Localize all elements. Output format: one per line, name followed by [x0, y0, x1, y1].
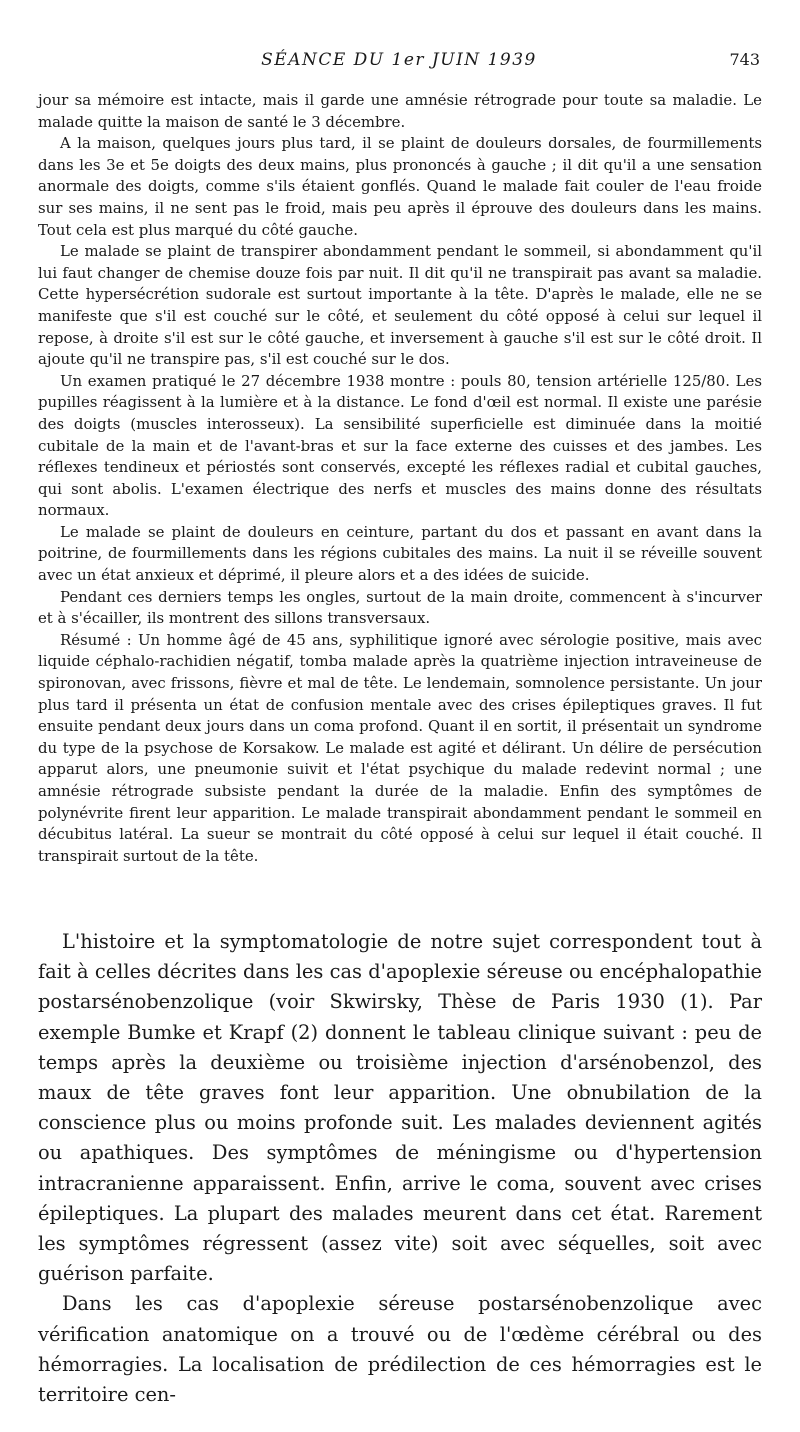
discussion-section [38, 927, 762, 1410]
paragraph-summary: Résumé : Un homme âgé de 45 ans, syphilitique ignoré avec sérologie positive, mais avec liquide céphalo-rachidien négatif, tomba malade après la quatrième injection intraveineuse de spironovan, avec frissons, fièvre et mal de tête. Le lendemain, somnolence persistante. Un jour plus tard il présenta un état de confusion mentale avec des crises épileptiques graves. Il fut ensuite pendant deux jours dans un coma profond. Quant il en sortit, il présentait un syndrome du type de la psychose de Korsakow. Le malade est agité et délirant. Un délire de persécution apparut alors, une pneumonie suivit et l'état psychique du malade redevint normal ; une amnésie rétrograde subsiste pendant la durée de la maladie. Enfin des symptômes de polynévrite firent leur apparition. Le malade transpirait abondamment pendant le sommeil en décubitus latéral. La sueur se montrait du côté opposé à celui sur lequel il était couché. Il transpirait surtout de la tête. [38, 630, 762, 865]
paragraph-continuation: jour sa mémoire est intacte, mais il garde une amnésie rétrograde pour toute sa maladie. Le malade quitte la maison de santé le 3 décembre. [38, 91, 762, 131]
paragraph-nails: Pendant ces derniers temps les ongles, surtout de la main droite, commencent à s'incurver et à s'écailler, ils montrent des sillons transversaux. [38, 587, 762, 628]
paragraph-sweating: Le malade se plaint de transpirer abondamment pendant le sommeil, si abondamment qu'il lui faut changer de chemise douze fois par nuit. Il dit qu'il ne transpirait pas avant sa maladie. Cette hypersécrétion sudorale est surtout importante à la tête. D'après le malade, elle ne se manifeste que s'il est couché sur le côté, et seulement du côté opposé à celui sur lequel il repose, à droite s'il est sur le côté gauche, et inversement à gauche s'il est sur le côté droit. Il ajoute qu'il ne transpire pas, s'il est couché sur le dos. [38, 242, 762, 369]
header-title: SÉANCE DU 1er JUIN 1939 [261, 50, 537, 70]
paragraph-anatomy: Dans les cas d'apoplexie séreuse postarsénobenzolique avec vérification anatomique on a trouvé ou de l'œdème cérébral ou des hémorragies. La localisation de prédilection de ces hémorragies est le territoire cen- [38, 1292, 762, 1407]
paragraph-home-symptoms: A la maison, quelques jours plus tard, il se plaint de douleurs dorsales, de fourmillements dans les 3e et 5e doigts des deux mains, plus prononcés à gauche ; il dit qu'il a une sensation anormale des doigts, comme s'ils étaient gonflés. Quand le malade fait couler de l'eau froide sur ses mains, il ne sent pas le froid, mais peu après il éprouve des douleurs dans les mains. Tout cela est plus marqué du côté gauche. [38, 134, 762, 239]
running-header [38, 50, 760, 76]
page-number: 743 [729, 50, 760, 69]
paragraph-discussion: L'histoire et la symptomatologie de notre sujet correspondent tout à fait à celles décrites dans les cas d'apoplexie séreuse ou encéphalopathie postarsénobenzolique (voir Skwirsky, Thèse de Paris 1930 (1). Par exemple Bumke et Krapf (2) donnent le tableau clinique suivant : peu de temps après la deuxième ou troisième injection d'arsénobenzol, des maux de tête graves font leur apparition. Une obnubilation de la conscience plus ou moins profonde suit. Les malades deviennent agités ou apathiques. Des symptômes de méningisme ou d'hypertension intracranienne apparaissent. Enfin, arrive le coma, souvent avec crises épileptiques. La plupart des malades meurent dans cet état. Rarement les symptômes régressent (assez vite) soit avec séquelles, soit avec guérison parfaite. [38, 930, 762, 1286]
paragraph-pains: Le malade se plaint de douleurs en ceinture, partant du dos et passant en avant dans la poitrine, de fourmillements dans les régions cubitales des mains. La nuit il se réveille souvent avec un état anxieux et déprimé, il pleure alors et a des idées de suicide. [38, 522, 762, 585]
paragraph-examination: Un examen pratiqué le 27 décembre 1938 montre : pouls 80, tension artérielle 125/80. Les pupilles réagissent à la lumière et à la distance. Le fond d'œil est normal. Il existe une parésie des doigts (muscles interosseux). La sensibilité superficielle est diminuée dans la moitié cubitale de la main et de l'avant-bras et sur la face externe des cuisses et des jambes. Les réflexes tendineux et périostés sont conservés, excepté les réflexes radial et cubital gauches, qui sont abolis. L'examen électrique des nerfs et muscles des mains donne des résultats normaux. [38, 371, 762, 520]
case-report-section [38, 90, 762, 867]
